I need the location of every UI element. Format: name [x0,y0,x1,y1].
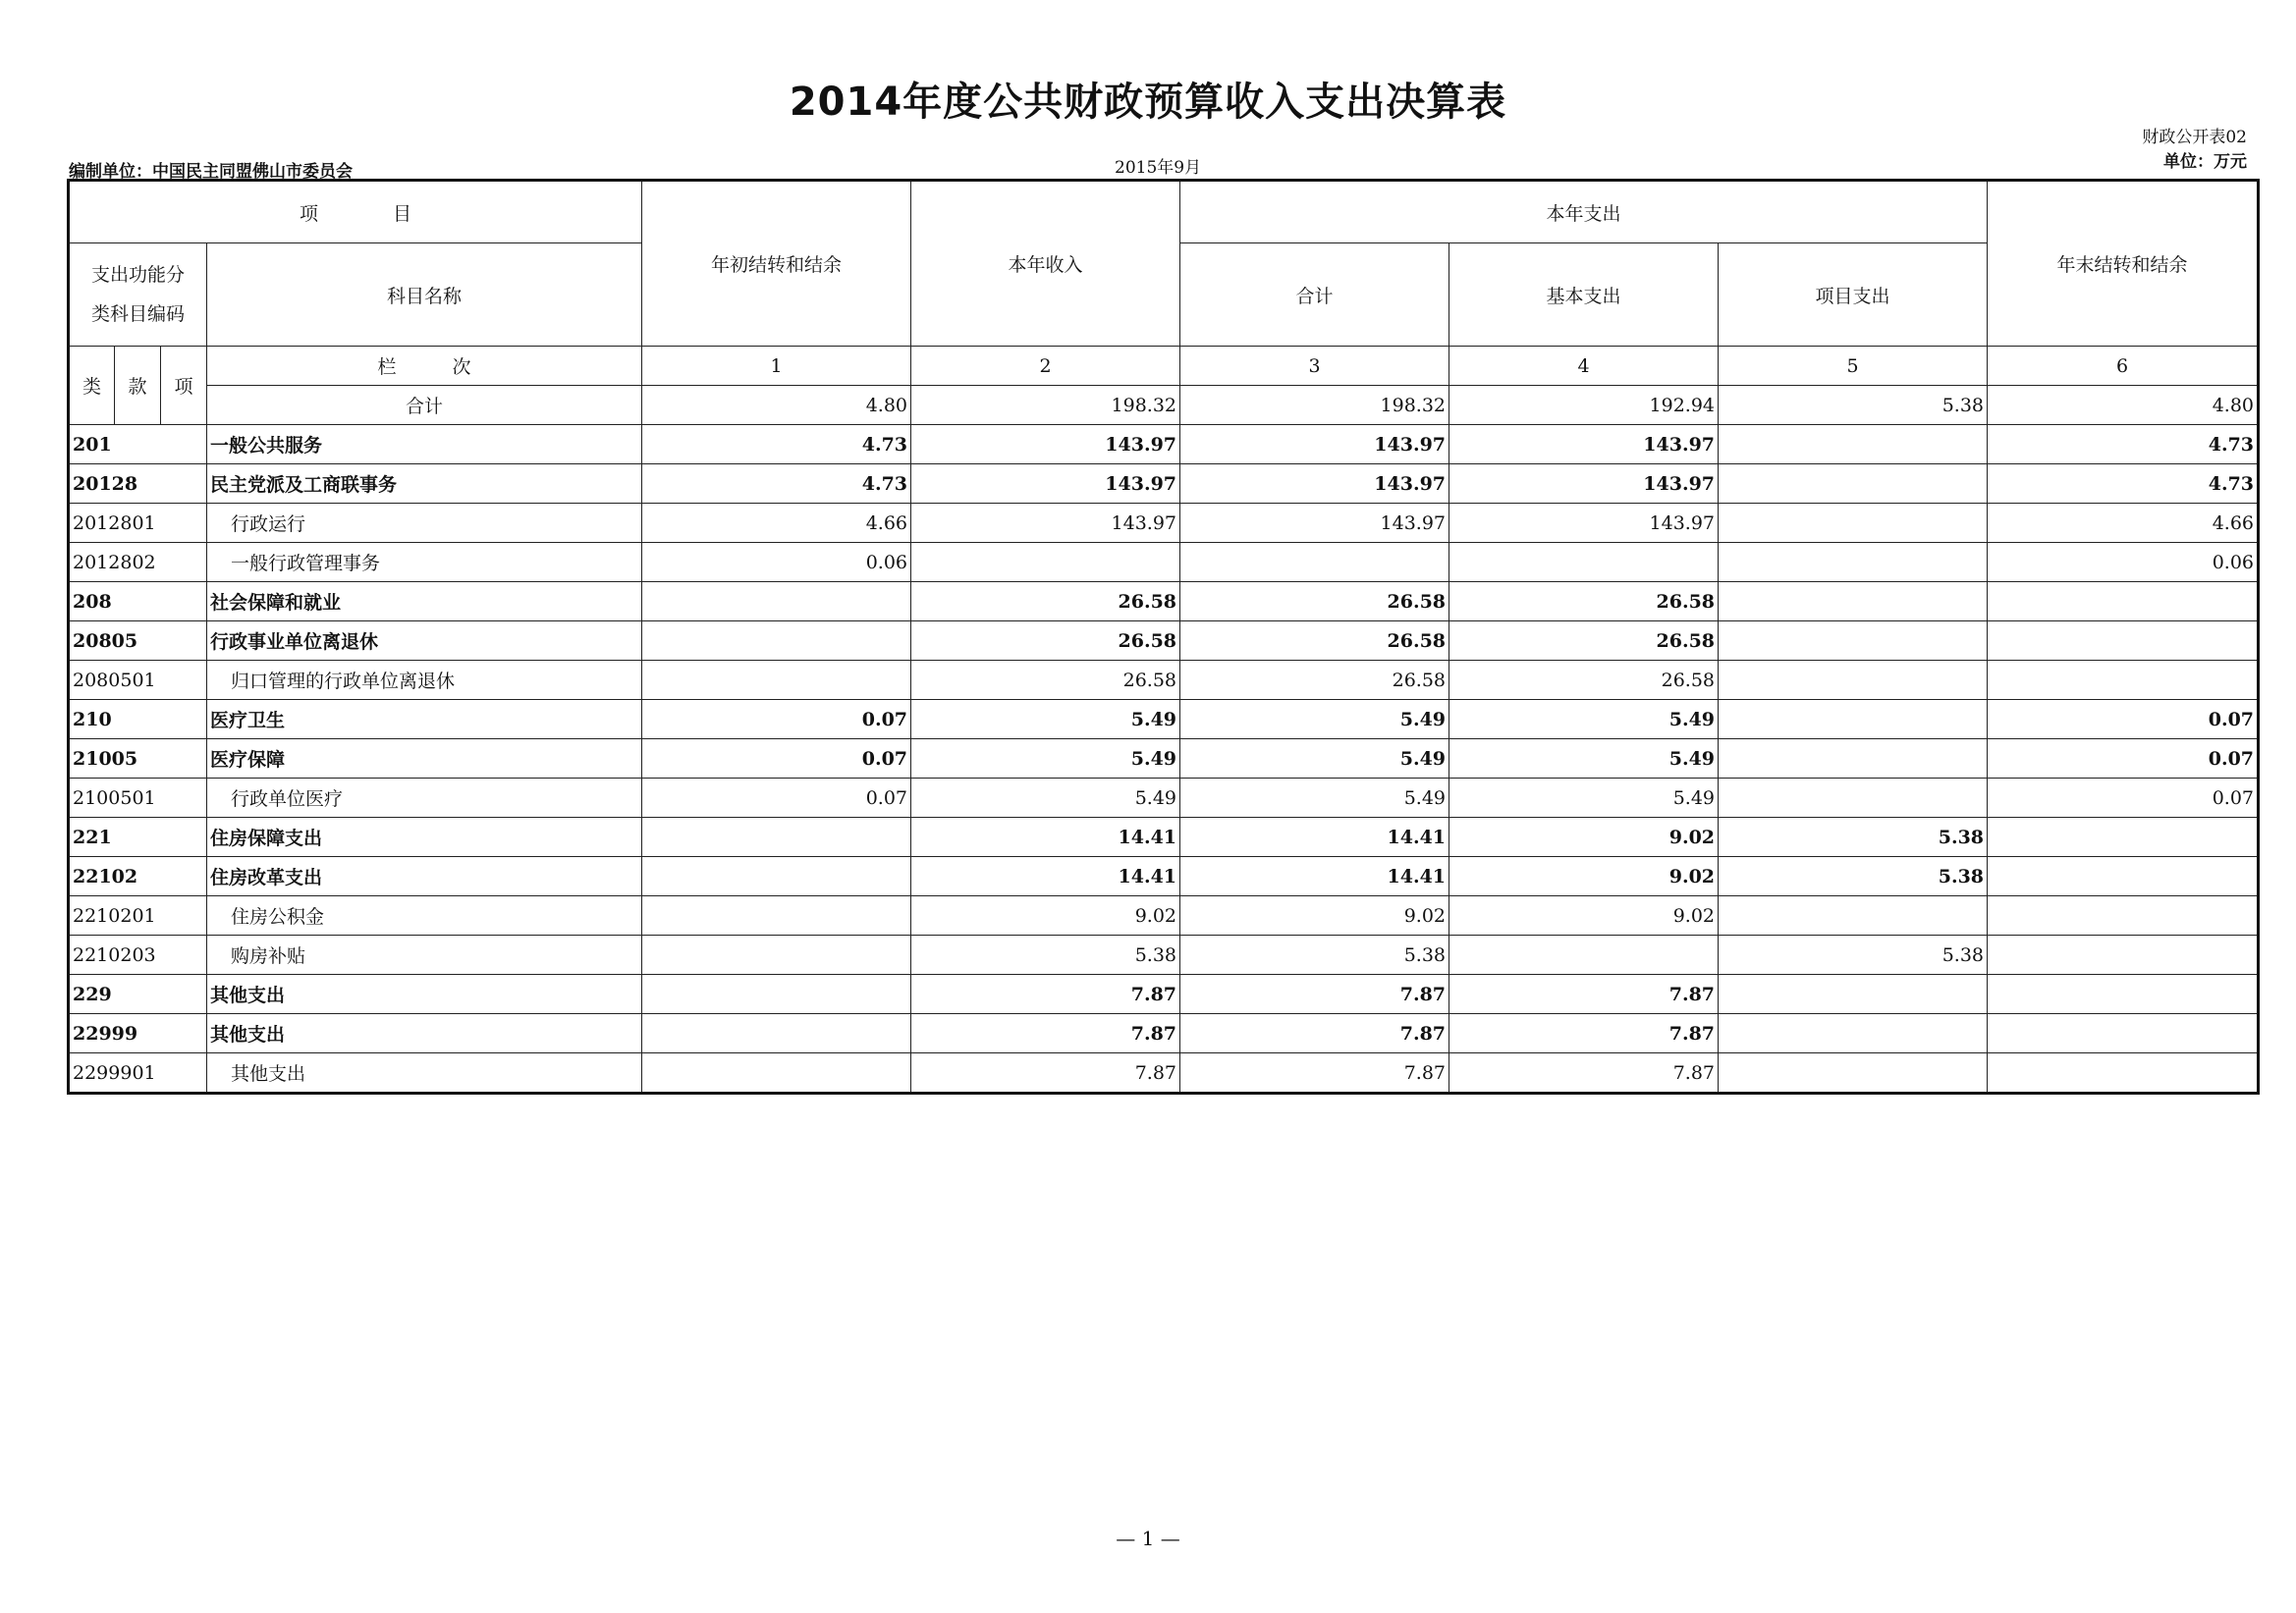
total-exp-project: 5.38 [1719,386,1988,425]
total-income: 198.32 [911,386,1180,425]
row-exp-total: 26.58 [1180,661,1449,700]
row-exp-project [1719,543,1988,582]
row-exp-basic: 5.49 [1449,739,1719,779]
row-closing [1988,582,2259,621]
row-exp-total: 7.87 [1180,1053,1449,1094]
row-opening [642,936,911,975]
header-closing: 年末结转和结余 [1988,181,2259,347]
row-code: 22102 [69,857,207,896]
row-exp-project: 5.38 [1719,818,1988,857]
row-income: 5.49 [911,739,1180,779]
table-row [69,425,2259,464]
row-exp-total: 14.41 [1180,857,1449,896]
row-income: 5.49 [911,779,1180,818]
table-row [69,739,2259,779]
row-subject-name: 一般公共服务 [207,425,642,464]
total-label: 合计 [207,386,642,425]
row-code: 21005 [69,739,207,779]
row-opening [642,857,911,896]
row-opening: 0.06 [642,543,911,582]
row-code: 229 [69,975,207,1014]
row-exp-total: 5.38 [1180,936,1449,975]
row-exp-basic: 9.02 [1449,818,1719,857]
row-income: 7.87 [911,975,1180,1014]
row-subject-name: 归口管理的行政单位离退休 [207,661,642,700]
row-exp-project [1719,1053,1988,1094]
row-income: 5.49 [911,700,1180,739]
row-subject-name: 住房改革支出 [207,857,642,896]
row-exp-basic: 7.87 [1449,1053,1719,1094]
header-code-line2: 类科目编码 [90,303,185,325]
row-opening [642,661,911,700]
total-closing: 4.80 [1988,386,2259,425]
table-row [69,464,2259,504]
row-subject-name: 医疗保障 [207,739,642,779]
table-row [69,700,2259,739]
header-item: 项 目 [69,181,642,243]
row-income [911,543,1180,582]
total-row [69,386,2259,425]
row-exp-total: 26.58 [1180,621,1449,661]
row-code: 20128 [69,464,207,504]
row-subject-name: 住房公积金 [207,896,642,936]
page-title: 2014年度公共财政预算收入支出决算表 [789,80,1507,125]
row-closing: 0.06 [1988,543,2259,582]
row-exp-project [1719,582,1988,621]
row-closing: 0.07 [1988,779,2259,818]
row-subject-name: 行政运行 [207,504,642,543]
table-row [69,779,2259,818]
row-exp-project [1719,464,1988,504]
row-exp-total: 143.97 [1180,425,1449,464]
row-income: 26.58 [911,621,1180,661]
row-opening [642,1053,911,1094]
row-opening: 0.07 [642,739,911,779]
col-num-5: 5 [1719,347,1988,386]
row-exp-basic: 7.87 [1449,1014,1719,1053]
header-exp-total: 合计 [1180,243,1449,347]
row-exp-total: 5.49 [1180,739,1449,779]
header-opening: 年初结转和结余 [642,181,911,347]
table-row [69,857,2259,896]
row-income: 143.97 [911,464,1180,504]
row-exp-basic: 5.49 [1449,779,1719,818]
row-opening: 4.66 [642,504,911,543]
row-subject-name: 其他支出 [207,975,642,1014]
row-closing: 4.66 [1988,504,2259,543]
row-subject-name: 其他支出 [207,1014,642,1053]
row-income: 14.41 [911,857,1180,896]
total-exp-basic: 192.94 [1449,386,1719,425]
col-num-6: 6 [1988,347,2259,386]
row-code: 2012802 [69,543,207,582]
row-code: 2012801 [69,504,207,543]
row-code: 221 [69,818,207,857]
row-income: 143.97 [911,504,1180,543]
row-subject-name: 其他支出 [207,1053,642,1094]
table-row [69,543,2259,582]
page-number: — 1 — [1116,1527,1180,1550]
row-opening [642,975,911,1014]
row-subject-name: 购房补贴 [207,936,642,975]
row-exp-basic: 143.97 [1449,504,1719,543]
table-row [69,582,2259,621]
row-income: 7.87 [911,1053,1180,1094]
table-row [69,936,2259,975]
table-row [69,1053,2259,1094]
row-closing [1988,975,2259,1014]
total-opening: 4.80 [642,386,911,425]
col-num-3: 3 [1180,347,1449,386]
row-exp-total: 7.87 [1180,975,1449,1014]
row-code: 201 [69,425,207,464]
col-num-1: 1 [642,347,911,386]
row-exp-basic: 143.97 [1449,464,1719,504]
table-row [69,818,2259,857]
row-exp-project [1719,896,1988,936]
row-exp-total: 14.41 [1180,818,1449,857]
row-code: 210 [69,700,207,739]
row-exp-project: 5.38 [1719,936,1988,975]
row-exp-total: 7.87 [1180,1014,1449,1053]
row-subject-name: 社会保障和就业 [207,582,642,621]
header-income: 本年收入 [911,181,1180,347]
header-code-line1: 支出功能分 [90,264,185,286]
table-row [69,896,2259,936]
row-code: 22999 [69,1014,207,1053]
budget-table [67,179,2260,1095]
row-exp-basic: 143.97 [1449,425,1719,464]
row-closing: 4.73 [1988,425,2259,464]
header-column-index: 栏 次 [207,347,642,386]
table-row [69,1014,2259,1053]
row-closing [1988,857,2259,896]
row-closing: 0.07 [1988,739,2259,779]
row-exp-basic: 26.58 [1449,661,1719,700]
header-subject-name: 科目名称 [207,243,642,347]
report-date: 2015年9月 [1115,158,1202,178]
row-income: 5.38 [911,936,1180,975]
row-closing: 4.73 [1988,464,2259,504]
row-exp-project [1719,700,1988,739]
row-closing [1988,1053,2259,1094]
row-closing: 0.07 [1988,700,2259,739]
header-exp-project: 项目支出 [1719,243,1988,347]
header-code [69,243,207,347]
row-subject-name: 住房保障支出 [207,818,642,857]
table-row [69,621,2259,661]
header-lei: 类 [69,347,115,425]
row-opening: 0.07 [642,779,911,818]
row-exp-project [1719,661,1988,700]
row-exp-basic: 9.02 [1449,857,1719,896]
header-expenditure: 本年支出 [1180,181,1988,243]
row-income: 26.58 [911,582,1180,621]
row-exp-project [1719,504,1988,543]
form-number: 财政公开表02 [2142,128,2247,147]
row-exp-basic: 9.02 [1449,896,1719,936]
row-opening: 4.73 [642,425,911,464]
row-exp-basic: 26.58 [1449,582,1719,621]
col-num-4: 4 [1449,347,1719,386]
row-exp-basic [1449,936,1719,975]
row-code: 2299901 [69,1053,207,1094]
row-exp-basic: 7.87 [1449,975,1719,1014]
row-closing [1988,936,2259,975]
table-row [69,661,2259,700]
row-exp-project [1719,779,1988,818]
row-closing [1988,1014,2259,1053]
row-exp-total [1180,543,1449,582]
row-exp-total: 26.58 [1180,582,1449,621]
row-closing [1988,818,2259,857]
row-opening [642,1014,911,1053]
row-opening: 4.73 [642,464,911,504]
row-opening: 0.07 [642,700,911,739]
row-income: 143.97 [911,425,1180,464]
row-exp-project: 5.38 [1719,857,1988,896]
row-opening [642,896,911,936]
row-exp-project [1719,1014,1988,1053]
row-subject-name: 民主党派及工商联事务 [207,464,642,504]
row-closing [1988,621,2259,661]
table-row [69,975,2259,1014]
row-exp-total: 5.49 [1180,700,1449,739]
row-code: 208 [69,582,207,621]
row-opening [642,621,911,661]
row-exp-project [1719,975,1988,1014]
row-subject-name: 一般行政管理事务 [207,543,642,582]
row-income: 9.02 [911,896,1180,936]
row-exp-total: 9.02 [1180,896,1449,936]
header-kuan: 款 [115,347,161,425]
total-exp-total: 198.32 [1180,386,1449,425]
row-subject-name: 行政单位医疗 [207,779,642,818]
row-exp-total: 5.49 [1180,779,1449,818]
row-closing [1988,896,2259,936]
row-code: 2210203 [69,936,207,975]
organization-label: 编制单位：中国民主同盟佛山市委员会 [69,162,353,182]
row-exp-total: 143.97 [1180,464,1449,504]
row-closing [1988,661,2259,700]
table-row [69,504,2259,543]
row-income: 26.58 [911,661,1180,700]
unit-label: 单位：万元 [2163,152,2247,172]
row-code: 2080501 [69,661,207,700]
header-exp-basic: 基本支出 [1449,243,1719,347]
header-xiang: 项 [161,347,207,425]
row-exp-total: 143.97 [1180,504,1449,543]
row-subject-name: 医疗卫生 [207,700,642,739]
row-exp-project [1719,621,1988,661]
row-code: 20805 [69,621,207,661]
row-exp-basic: 5.49 [1449,700,1719,739]
row-exp-basic [1449,543,1719,582]
row-exp-basic: 26.58 [1449,621,1719,661]
row-opening [642,582,911,621]
row-subject-name: 行政事业单位离退休 [207,621,642,661]
row-exp-project [1719,425,1988,464]
col-num-2: 2 [911,347,1180,386]
row-income: 7.87 [911,1014,1180,1053]
row-opening [642,818,911,857]
row-code: 2210201 [69,896,207,936]
row-code: 2100501 [69,779,207,818]
row-income: 14.41 [911,818,1180,857]
row-exp-project [1719,739,1988,779]
